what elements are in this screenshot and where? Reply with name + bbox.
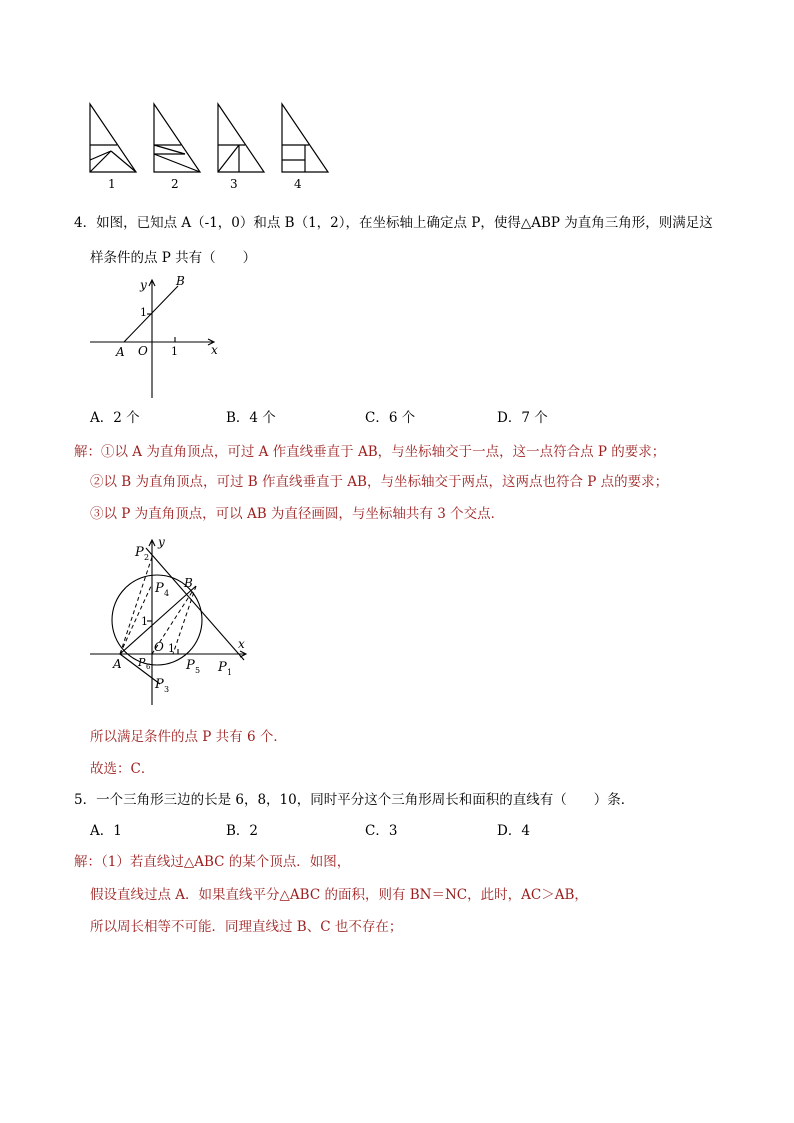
graph-x-one: 1 xyxy=(171,345,178,358)
triangle-label-4: 4 xyxy=(294,177,302,191)
triangle-label-1: 1 xyxy=(108,177,116,191)
fig-a-label: A xyxy=(113,657,122,671)
fig-y-one: 1 xyxy=(141,615,148,628)
fig-p3-label: P xyxy=(155,677,164,692)
q4-option-c[interactable]: C．6 个 xyxy=(365,410,416,426)
q5-solution-line1: 解：（1）若直线过△ABC 的某个顶点．如图， xyxy=(74,854,351,870)
q5-solution-line2: 假设直线过点 A．如果直线平分△ABC 的面积，则有 BN＝NC，此时，AC＞AB， xyxy=(90,887,588,903)
fig-p2-label: P xyxy=(135,545,144,560)
fig-p4-label: P xyxy=(155,581,164,596)
fig-p1-label: P xyxy=(218,660,227,675)
fig-p3-sub: 3 xyxy=(164,685,170,694)
graph-y-label: y xyxy=(140,278,147,292)
triangle-label-2: 2 xyxy=(171,177,179,191)
fig-p5-label: P xyxy=(186,658,195,673)
fig-y-label: y xyxy=(158,535,165,549)
q4-solution-line3: ③以 P 为直角顶点，可以 AB 为直径画圆，与坐标轴共有 3 个交点． xyxy=(90,506,505,522)
q5-option-b[interactable]: B．2 xyxy=(226,823,259,839)
fig-x-one: 1 xyxy=(168,642,175,655)
graph-b-label: B xyxy=(176,274,185,288)
graph-x-label: x xyxy=(211,343,218,357)
q5-option-c[interactable]: C．3 xyxy=(365,823,398,839)
q4-option-d[interactable]: D．7 个 xyxy=(497,410,548,426)
q5-stem: 5．一个三角形三边的长是 6，8，10，同时平分这个三角形周长和面积的直线有（ ）条． xyxy=(74,792,635,808)
q4-option-b[interactable]: B．4 个 xyxy=(226,410,276,426)
q4-stem-line1: 4．如图，已知点 A（-1，0）和点 B（1，2），在坐标轴上确定点 P，使得△ABP 为直角三角形，则满足这 xyxy=(74,215,713,231)
fig-p5-sub: 5 xyxy=(195,666,201,675)
fig-origin-label: O xyxy=(154,640,164,654)
graph-a-label: A xyxy=(116,345,125,359)
q4-solution-line1: 解：①以 A 为直角顶点，可过 A 作直线垂直于 AB，与坐标轴交于一点，这一点符合点 P 的要求； xyxy=(74,444,666,460)
fig-x-label: x xyxy=(238,637,245,651)
fig-p6-label: P xyxy=(138,656,146,669)
fig-p4-sub: 4 xyxy=(164,589,170,598)
q4-conclusion: 所以满足条件的点 P 共有 6 个． xyxy=(90,729,287,745)
triangle-label-3: 3 xyxy=(230,177,238,191)
q5-option-d[interactable]: D．4 xyxy=(497,823,530,839)
fig-p6-sub: 6 xyxy=(146,663,151,671)
fig-b-label: B xyxy=(184,576,193,590)
q4-answer: 故选：C． xyxy=(90,761,155,777)
graph-y-one: 1 xyxy=(140,306,147,319)
fig-p1-sub: 1 xyxy=(227,668,233,677)
q5-solution-line3: 所以周长相等不可能．同理直线过 B、C 也不存在； xyxy=(90,919,403,935)
q5-option-a[interactable]: A．1 xyxy=(90,823,122,839)
q4-solution-line2: ②以 B 为直角顶点，可过 B 作直线垂直于 AB，与坐标轴交于两点，这两点也符合 P 点的要求； xyxy=(90,474,669,490)
q4-option-a[interactable]: A．2 个 xyxy=(90,410,140,426)
fig-p2-sub: 2 xyxy=(144,553,150,562)
q4-stem-line2: 样条件的点 P 共有（ ） xyxy=(90,250,257,266)
graph-origin-label: O xyxy=(138,344,148,358)
